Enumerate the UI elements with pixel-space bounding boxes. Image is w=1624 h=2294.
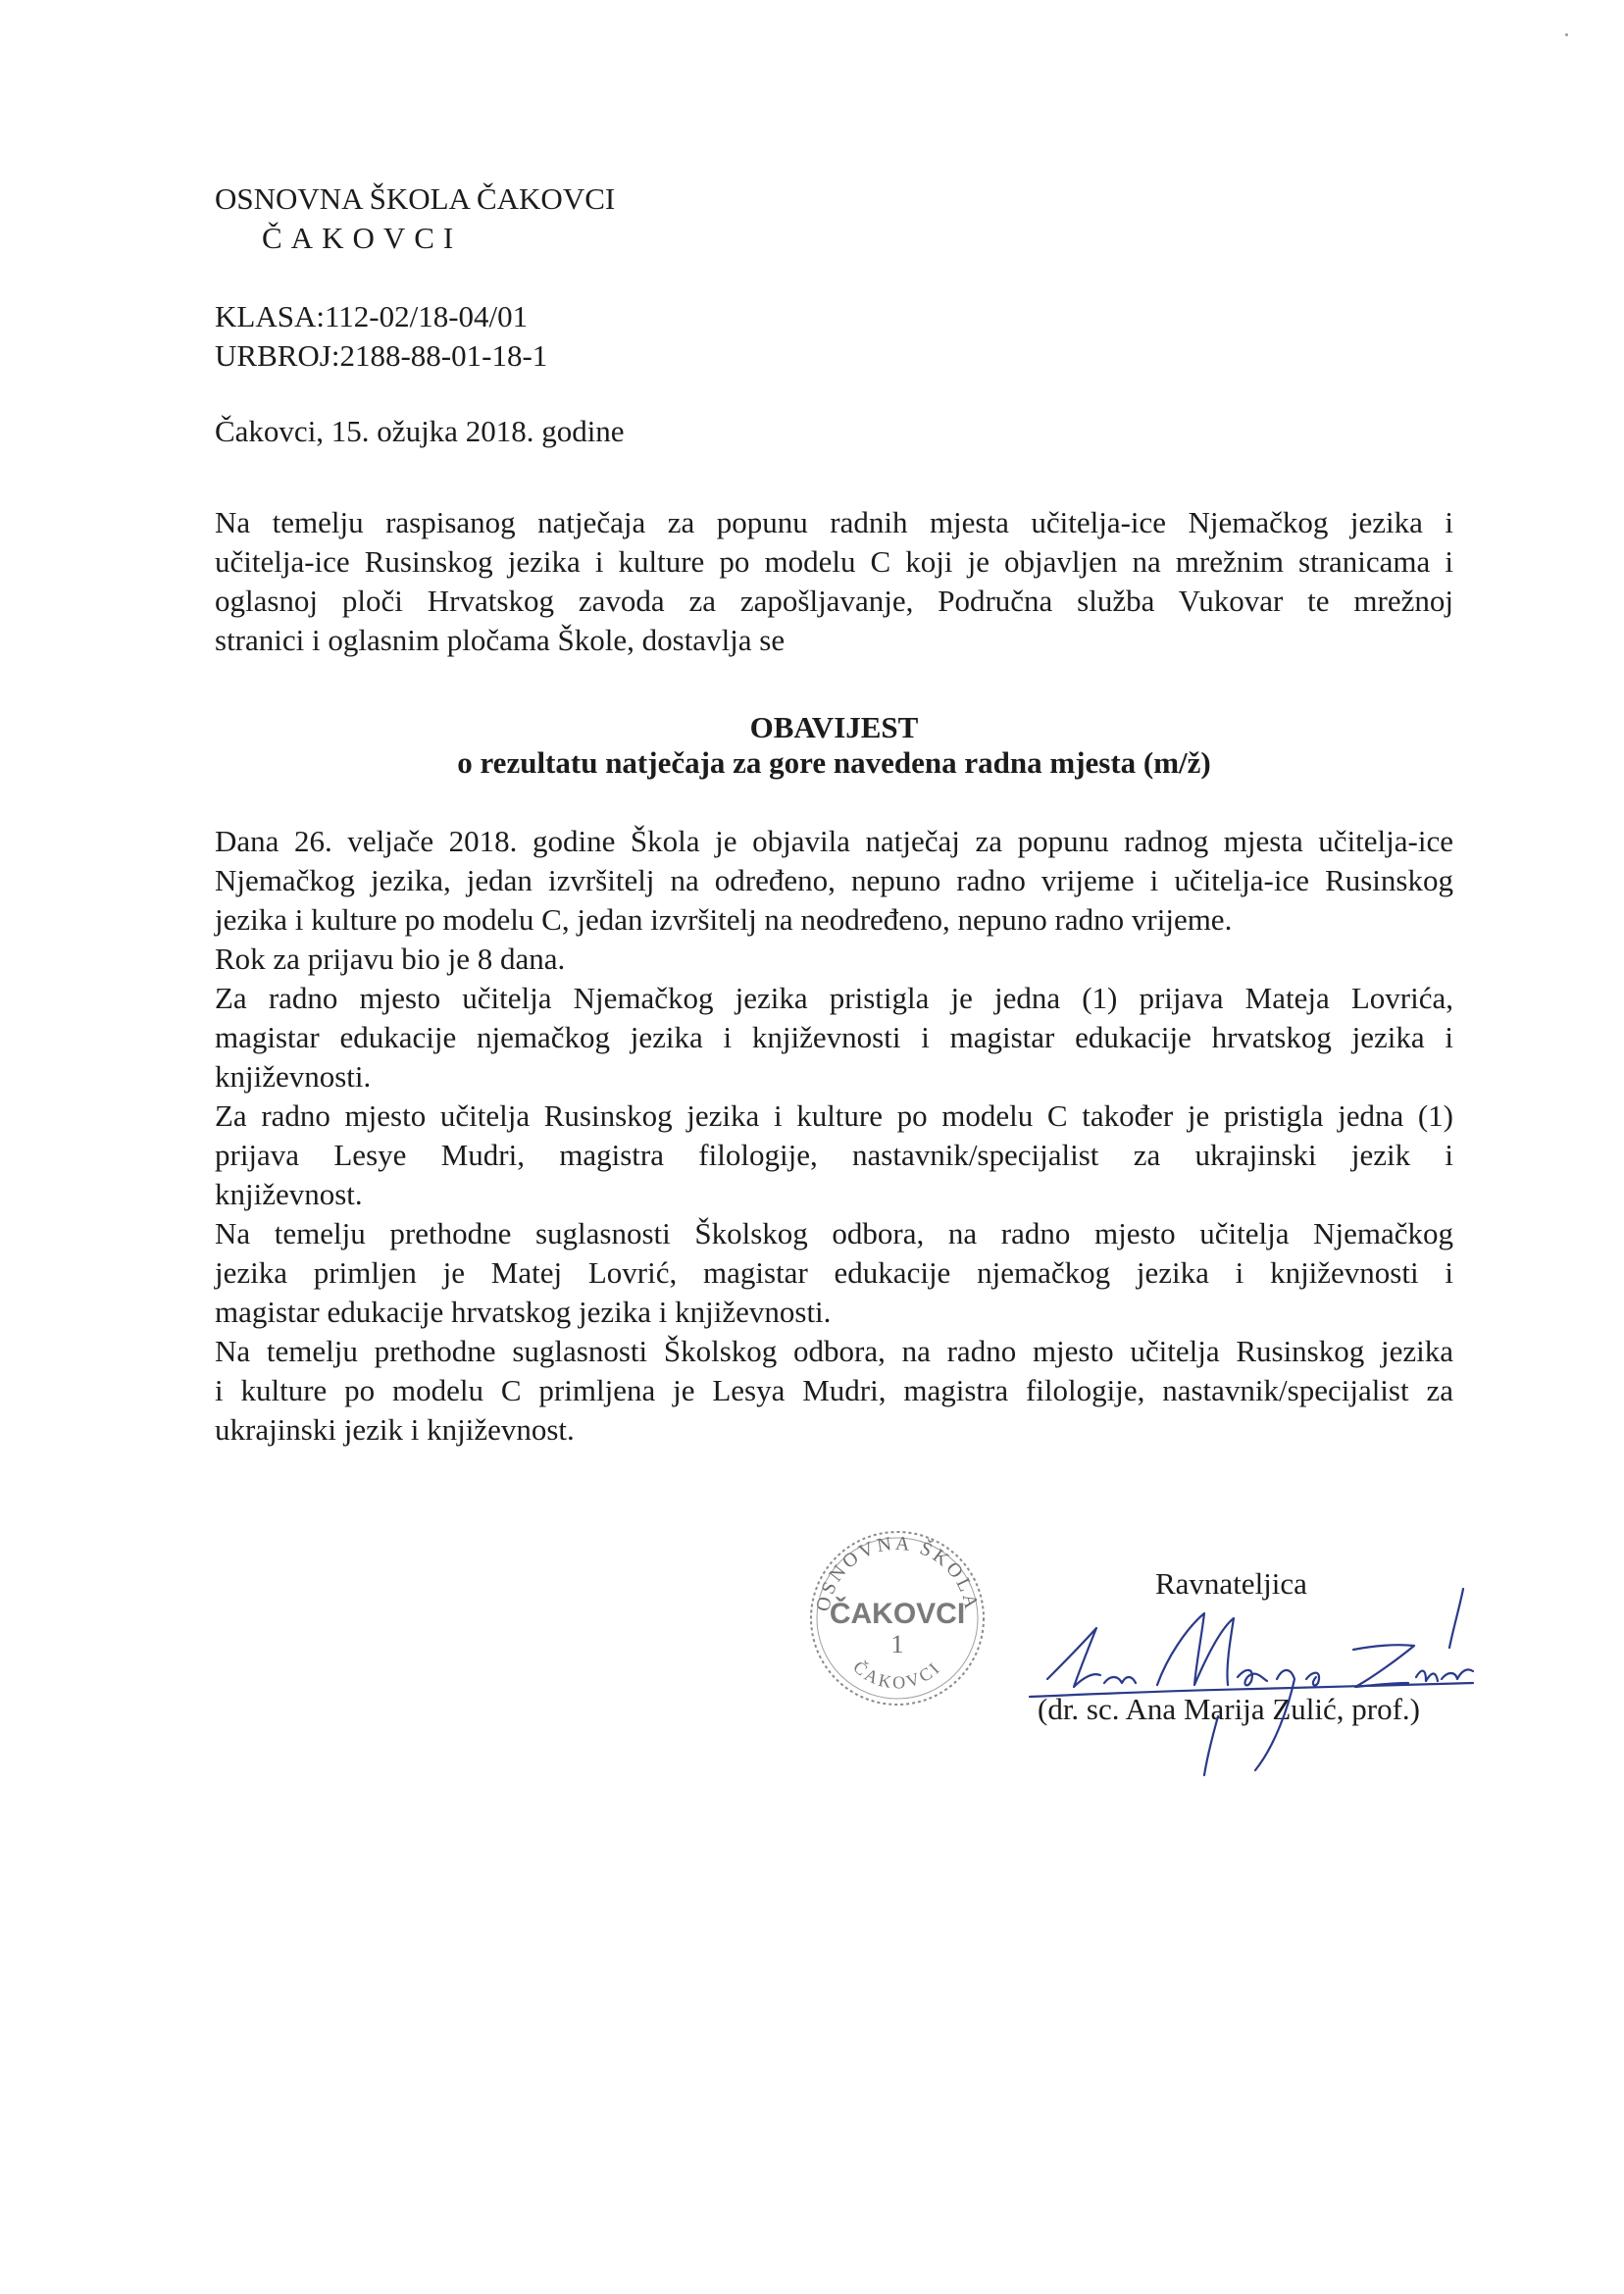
body-line: Dana 26. veljače 2018. godine Škola je objavila natječaj za popunu radnog mjesta učitelja-ice: [215, 824, 1453, 858]
body-line: ukrajinski jezik i književnost.: [215, 1412, 575, 1447]
klasa-number: KLASA:112-02/18-04/01: [215, 299, 529, 333]
body-line: Na temelju prethodne suglasnosti Školskog odbora, na radno mjesto učitelja Njemačkog: [215, 1216, 1453, 1250]
body-line: književnost.: [215, 1177, 363, 1211]
stamp-bottom-text: ČAKOVCI: [849, 1657, 945, 1693]
stamp-number: 1: [890, 1630, 904, 1658]
svg-text:ČAKOVCI: [849, 1657, 944, 1693]
body-line: jezika i kulture po modelu C, jedan izvršitelj na neodređeno, nepuno radno vrijeme.: [215, 902, 1233, 937]
body-line: književnosti.: [215, 1059, 372, 1094]
body-line: magistar edukacije hrvatskog jezika i književnosti.: [215, 1295, 832, 1329]
notice-subtitle: o rezultatu natječaja za gore navedena radna mjesta (m/ž): [457, 745, 1211, 780]
school-city: ČAKOVCI: [262, 221, 463, 255]
date-line: Čakovci, 15. ožujka 2018. godine: [215, 414, 625, 448]
body-line: Za radno mjesto učitelja Njemačkog jezika pristigla je jedna (1) prijava Mateja Lovrića,: [215, 981, 1453, 1015]
intro-line: učitelja-ice Rusinskog jezika i kulture po modelu C koji je objavljen na mrežnim stranicama i: [215, 544, 1453, 579]
intro-line: oglasnoj ploči Hrvatskog zavoda za zapošljavanje, Područna služba Vukovar te mrežnoj: [215, 584, 1453, 618]
intro-line: Na temelju raspisanog natječaja za popunu radnih mjesta učitelja-ice Njemačkog jezika i: [215, 505, 1453, 539]
body-line: Rok za prijavu bio je 8 dana.: [215, 942, 566, 976]
handwritten-signature: [1020, 1569, 1481, 1785]
body-line: i kulture po modelu C primljena je Lesya Mudri, magistra filologije, nastavnik/specijalist za: [215, 1373, 1453, 1407]
stamp-top-text: OSNOVNA ŠKOLA: [812, 1532, 983, 1613]
school-name: OSNOVNA ŠKOLA ČAKOVCI: [215, 181, 616, 216]
body-line: magistar edukacije njemačkog jezika i književnosti i magistar edukacije hrvatskog jezika i: [215, 1020, 1453, 1054]
notice-title: OBAVIJEST: [749, 710, 919, 744]
notice-body: [215, 822, 1453, 1450]
intro-paragraph: [215, 503, 1453, 660]
signatory-title: Ravnateljica: [1155, 1566, 1307, 1601]
signatory-name: (dr. sc. Ana Marija Zulić, prof.): [1038, 1692, 1420, 1726]
body-line: Njemačkog jezika, jedan izvršitelj na određeno, nepuno radno vrijeme i učitelja-ice Rusinskog: [215, 863, 1453, 897]
body-line: Na temelju prethodne suglasnosti Školskog odbora, na radno mjesto učitelja Rusinskog jezika: [215, 1334, 1453, 1368]
body-line: Za radno mjesto učitelja Rusinskog jezika i kulture po modelu C također je pristigla jedna (1): [215, 1098, 1453, 1133]
stamp-center-text: ČAKOVCI: [829, 1598, 966, 1630]
urbroj-number: URBROJ:2188-88-01-18-1: [215, 338, 548, 373]
scan-speck: [1565, 33, 1568, 36]
body-line: prijava Lesye Mudri, magistra filologije, nastavnik/specijalist za ukrajinski jezik i: [215, 1138, 1453, 1172]
body-line: jezika primljen je Matej Lovrić, magistar edukacije njemačkog jezika i književnosti i: [215, 1255, 1453, 1290]
intro-line: stranici i oglasnim pločama Škole, dostavlja se: [215, 623, 786, 657]
school-stamp: [799, 1525, 995, 1711]
